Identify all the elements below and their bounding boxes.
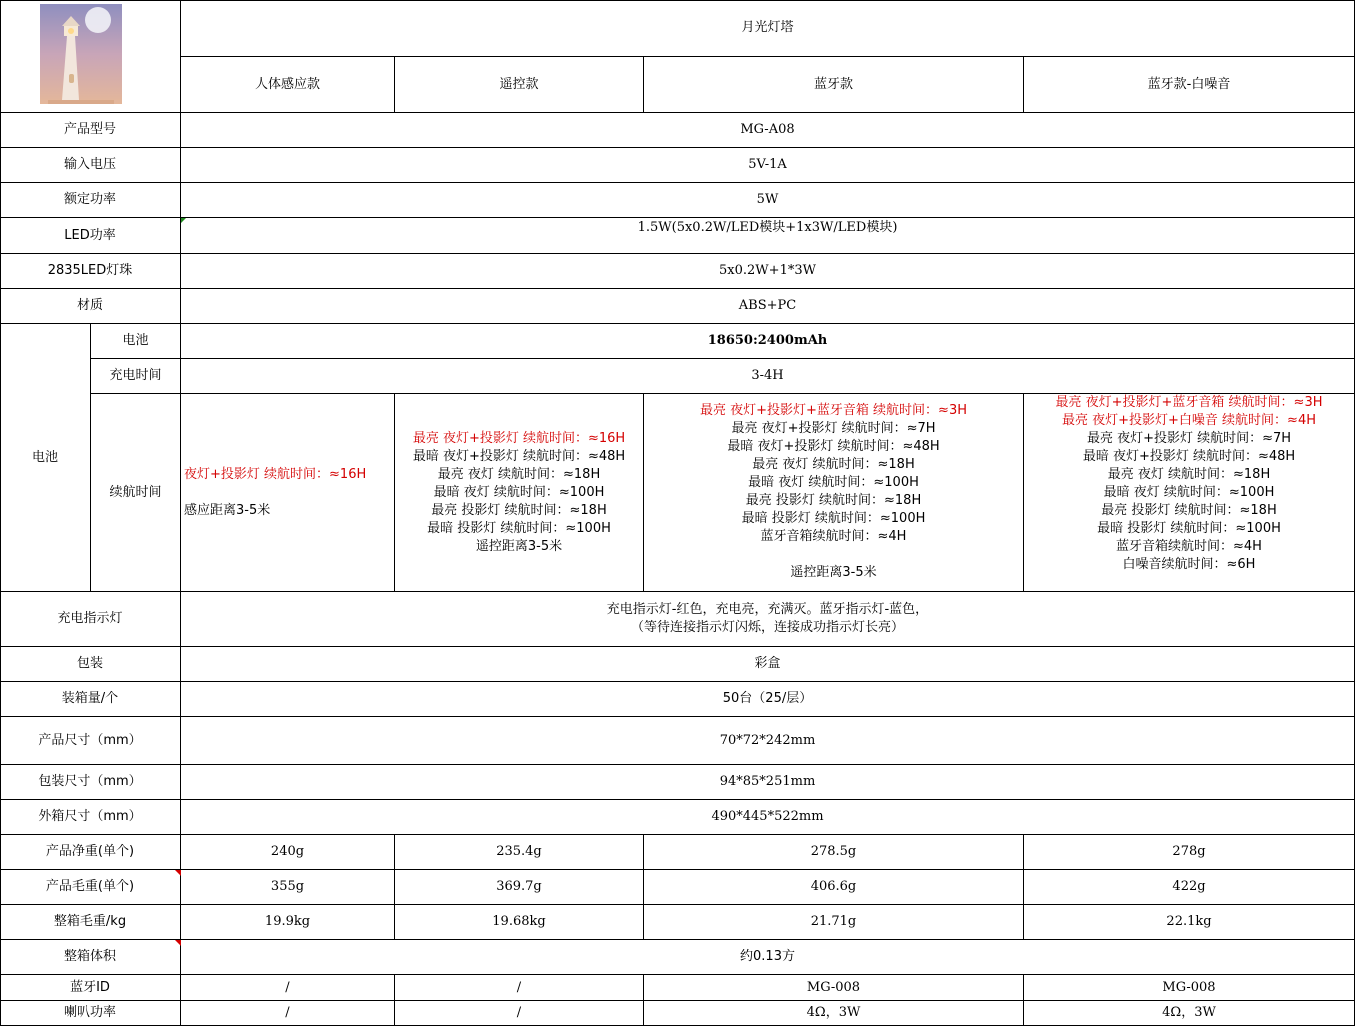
runtime-bluetooth <box>644 394 1024 592</box>
runtime-line: 蓝牙音箱续航时间：≈4H <box>1116 539 1262 554</box>
value-carton-volume: 约0.13方 <box>181 940 1355 975</box>
bt-id-bluetooth-white-noise: MG-008 <box>1024 975 1355 1001</box>
label-packaging: 包装 <box>0 647 181 682</box>
runtime-line: 遥控距离3-5米 <box>475 538 563 554</box>
runtime-line: 最暗 投影灯 续航时间：≈100H <box>1097 521 1281 536</box>
carton-gross-remote: 19.68kg <box>395 905 644 940</box>
label-carton-size: 外箱尺寸（mm） <box>0 800 181 835</box>
runtime-line: 最亮 投影灯 续航时间：≈18H <box>1101 503 1277 518</box>
value-led-beads: 5x0.2W+1*3W <box>181 254 1355 289</box>
gross-weight-bluetooth: 406.6g <box>644 870 1024 905</box>
label-carton-volume: 整箱体积 <box>0 940 181 975</box>
runtime-line: 最暗 投影灯 续航时间：≈100H <box>427 520 611 536</box>
label-carton-qty: 装箱量/个 <box>0 682 181 717</box>
value-rated-power: 5W <box>181 183 1355 218</box>
label-carton-gross: 整箱毛重/kg <box>0 905 181 940</box>
runtime-line: 感应距离3-5米 <box>184 502 271 518</box>
net-weight-bluetooth-white-noise: 278g <box>1024 835 1355 870</box>
net-weight-remote: 235.4g <box>395 835 644 870</box>
net-weight-bluetooth: 278.5g <box>644 835 1024 870</box>
label-material: 材质 <box>0 289 181 324</box>
runtime-line-highlight: 最亮 夜灯+投影灯+蓝牙音箱 续航时间：≈3H <box>700 403 967 418</box>
runtime-line-highlight: 最亮 夜灯+投影灯+白噪音 续航时间：≈4H <box>1062 413 1316 428</box>
label-bt-id: 蓝牙ID <box>0 975 181 1001</box>
label-battery-group: 电池 <box>0 324 91 592</box>
value-package-size: 94*85*251mm <box>181 765 1355 800</box>
value-carton-size: 490*445*522mm <box>181 800 1355 835</box>
runtime-line: 最暗 投影灯 续航时间：≈100H <box>741 511 926 526</box>
speaker-power-bluetooth: 4Ω，3W <box>644 1001 1024 1026</box>
runtime-line-highlight: 最亮 夜灯+投影灯 续航时间：≈16H <box>412 430 626 446</box>
comment-marker <box>181 218 186 223</box>
runtime-line: 最暗 夜灯+投影灯 续航时间：≈48H <box>412 448 626 464</box>
runtime-line: 遥控距离3-5米 <box>790 565 877 580</box>
carton-gross-pir: 19.9kg <box>181 905 395 940</box>
runtime-line: 最暗 夜灯 续航时间：≈100H <box>1103 485 1275 500</box>
gross-weight-pir: 355g <box>181 870 395 905</box>
label-product-size: 产品尺寸（mm） <box>0 717 181 765</box>
model-header-bluetooth: 蓝牙款 <box>644 57 1024 113</box>
runtime-line: 最亮 夜灯+投影灯 续航时间：≈7H <box>1086 431 1292 446</box>
bt-id-bluetooth: MG-008 <box>644 975 1024 1001</box>
runtime-remote-lines <box>413 430 625 556</box>
runtime-line: 最暗 夜灯+投影灯 续航时间：≈48H <box>1082 449 1296 464</box>
charge-indicator-line: （等待连接指示灯闪烁，连接成功指示灯长亮） <box>630 620 904 635</box>
runtime-line: 最亮 夜灯+投影灯 续航时间：≈7H <box>731 421 936 436</box>
runtime-line <box>831 546 835 564</box>
runtime-bluetooth-white-noise <box>1024 394 1355 592</box>
label-net-weight: 产品净重(单个) <box>0 835 181 870</box>
speaker-power-bluetooth-white-noise: 4Ω，3W <box>1024 1001 1355 1026</box>
label-speaker-power: 喇叭功率 <box>0 1001 181 1026</box>
runtime-line: 最亮 投影灯 续航时间：≈18H <box>431 502 607 518</box>
product-title: 月光灯塔 <box>181 0 1355 57</box>
label-rated-power: 额定功率 <box>0 183 181 218</box>
runtime-remote <box>395 394 644 592</box>
label-battery: 电池 <box>91 324 181 359</box>
runtime-bluetooth-white-noise-lines <box>1056 394 1323 574</box>
value-input-voltage: 5V-1A <box>181 148 1355 183</box>
charge-indicator-line: 充电指示灯-红色，充电亮，充满灭。蓝牙指示灯-蓝色， <box>606 602 929 617</box>
runtime-line-highlight: 最亮 夜灯+投影灯+蓝牙音箱 续航时间：≈3H <box>1055 395 1323 410</box>
runtime-line: 最亮 夜灯 续航时间：≈18H <box>437 466 601 482</box>
value-led-power: 1.5W(5x0.2W/LED模块+1x3W/LED模块) <box>181 218 1355 254</box>
runtime-line: 最亮 投影灯 续航时间：≈18H <box>745 493 922 508</box>
label-charge-time: 充电时间 <box>91 359 181 394</box>
gross-weight-remote: 369.7g <box>395 870 644 905</box>
net-weight-pir: 240g <box>181 835 395 870</box>
runtime-line: 最暗 夜灯+投影灯 续航时间：≈48H <box>727 439 940 454</box>
speaker-power-remote: / <box>395 1001 644 1026</box>
label-input-voltage: 输入电压 <box>0 148 181 183</box>
value-packaging: 彩盒 <box>181 647 1355 682</box>
runtime-line: 蓝牙音箱续航时间：≈4H <box>760 529 907 544</box>
label-model-no: 产品型号 <box>0 113 181 148</box>
gross-weight-bluetooth-white-noise: 422g <box>1024 870 1355 905</box>
runtime-line: 最暗 夜灯 续航时间：≈100H <box>748 475 919 490</box>
lighthouse-moon-thumbnail <box>40 4 122 104</box>
label-package-size: 包装尺寸（mm） <box>0 765 181 800</box>
label-gross-weight: 产品毛重(单个) <box>0 870 181 905</box>
carton-gross-bluetooth: 21.71g <box>644 905 1024 940</box>
runtime-line: 白噪音续航时间：≈6H <box>1122 557 1256 572</box>
runtime-line: 最暗 夜灯 续航时间：≈100H <box>433 484 605 500</box>
label-led-beads: 2835LED灯珠 <box>0 254 181 289</box>
speaker-power-pir: / <box>181 1001 395 1026</box>
label-led-power: LED功率 <box>0 218 181 254</box>
value-product-size: 70*72*242mm <box>181 717 1355 765</box>
value-charge-time: 3-4H <box>181 359 1355 394</box>
value-battery: 18650:2400mAh <box>181 324 1355 359</box>
model-header-pir: 人体感应款 <box>181 57 395 113</box>
bt-id-pir: / <box>181 975 395 1001</box>
runtime-line-highlight: 夜灯+投影灯 续航时间：≈16H <box>184 466 367 482</box>
runtime-pir-lines <box>184 466 366 520</box>
value-charge-indicator <box>181 592 1355 647</box>
carton-gross-bluetooth-white-noise: 22.1kg <box>1024 905 1355 940</box>
model-header-remote: 遥控款 <box>395 57 644 113</box>
bt-id-remote: / <box>395 975 644 1001</box>
value-model-no: MG-A08 <box>181 113 1355 148</box>
runtime-line <box>184 484 188 502</box>
runtime-line: 最亮 夜灯 续航时间：≈18H <box>752 457 915 472</box>
value-carton-qty: 50台（25/层） <box>181 682 1355 717</box>
runtime-pir <box>181 394 395 592</box>
runtime-line: 最亮 夜灯 续航时间：≈18H <box>1107 467 1271 482</box>
runtime-bluetooth-lines <box>700 402 967 582</box>
model-header-bluetooth-white-noise: 蓝牙款-白噪音 <box>1024 57 1355 113</box>
value-material: ABS+PC <box>181 289 1355 324</box>
label-charge-indicator: 充电指示灯 <box>0 592 181 647</box>
label-runtime: 续航时间 <box>91 394 181 592</box>
